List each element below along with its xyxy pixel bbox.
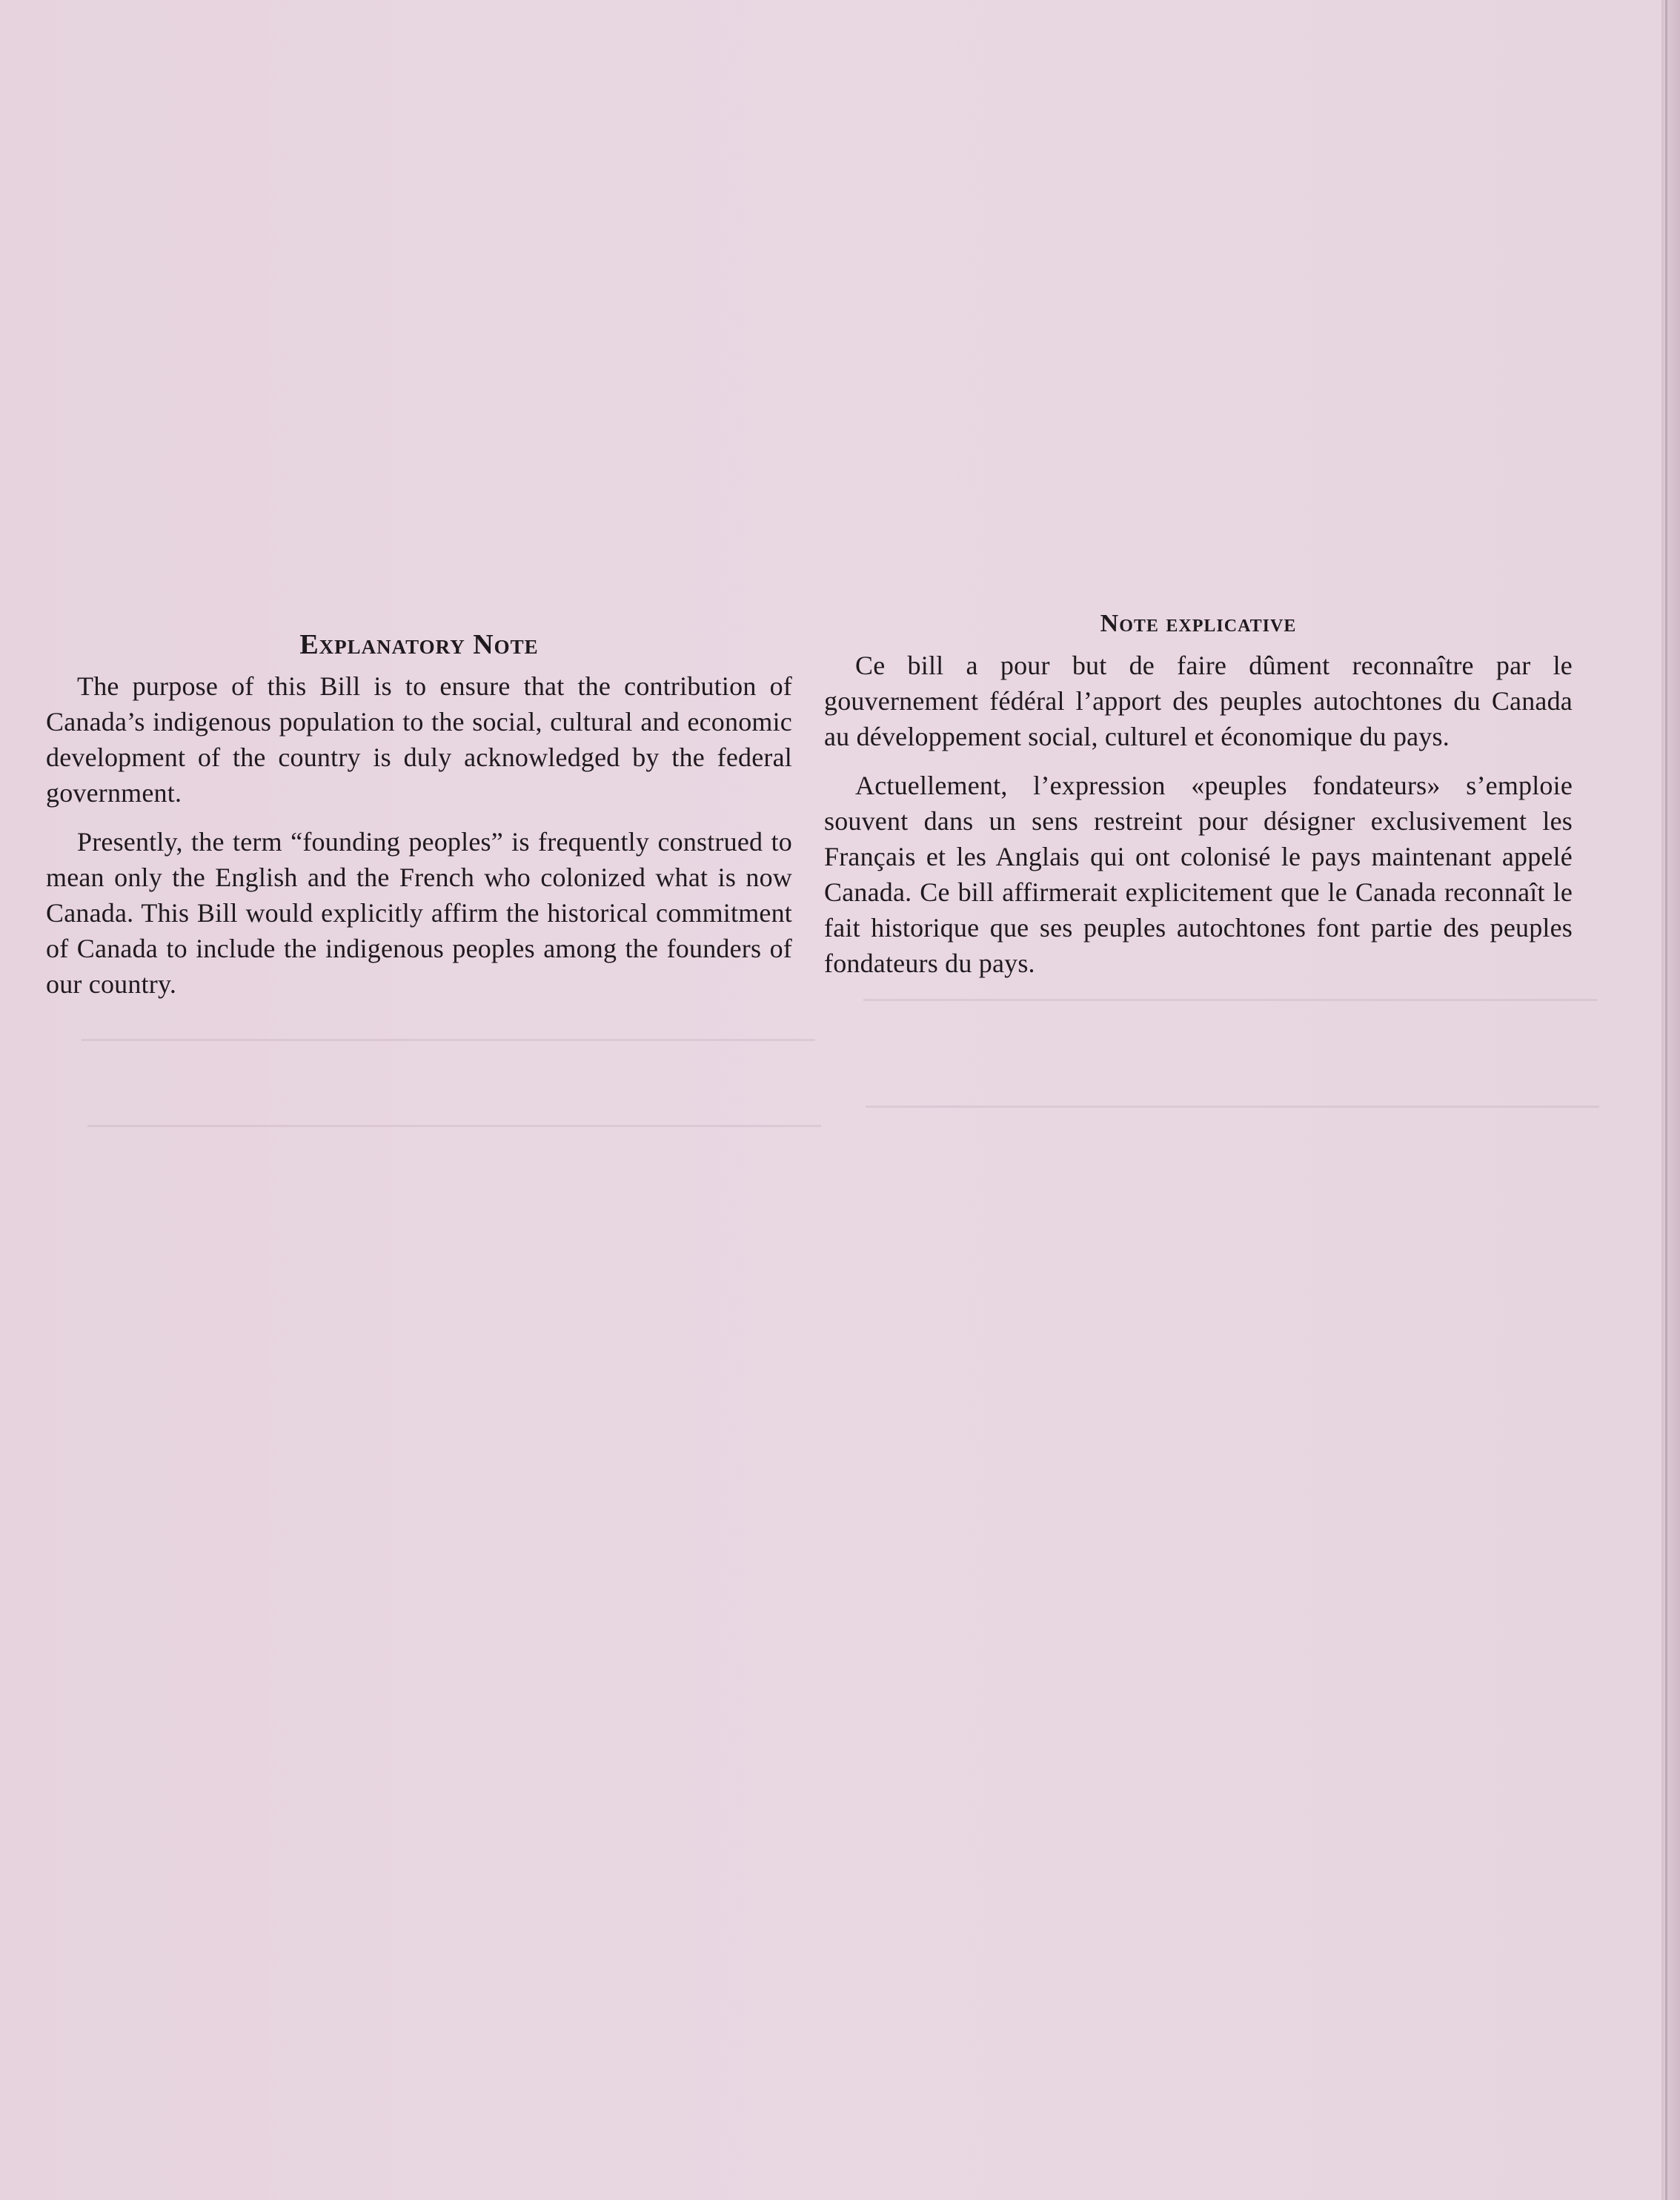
bleed-rule (863, 999, 1597, 1001)
bleed-rule (87, 1125, 821, 1127)
french-paragraph-2: Actuellement, l’expression «peuples fondateurs» s’emploie souvent dans un sens restreint pour désigner exclusivement les Français et les Anglais qui ont colonisé le pays maintenant appelé Canada. Ce bill affirmerait explicitement que le Canada reconnaît le fait historique que ses peuples autochtones font partie des peuples fondateurs du pays. (824, 771, 1573, 978)
bleed-rule (82, 1039, 815, 1041)
english-column (46, 628, 792, 1015)
english-paragraph-2: Presently, the term “founding peoples” is frequently construed to mean only the English and the French who colonized what is now Canada. This Bill would explicitly affirm the historical commitment of Canada to include the indigenous peoples among the founders of our country. (46, 827, 792, 999)
french-column (824, 608, 1573, 994)
english-paragraph-1: The purpose of this Bill is to ensure that the contribution of Canada’s indigenous population to the social, cultural and economic development of the country is duly acknowledged by the federal government. (46, 671, 792, 808)
bleed-rule (866, 1106, 1599, 1108)
english-heading: Explanatory Note (299, 629, 539, 660)
french-paragraph-1: Ce bill a pour but de faire dûment reconnaître par le gouvernement fédéral l’apport des peuples autochtones du Canada au développement social, culturel et économique du pays. (824, 651, 1573, 751)
page-edge (1661, 0, 1680, 2200)
french-heading: Note explicative (1100, 610, 1297, 637)
